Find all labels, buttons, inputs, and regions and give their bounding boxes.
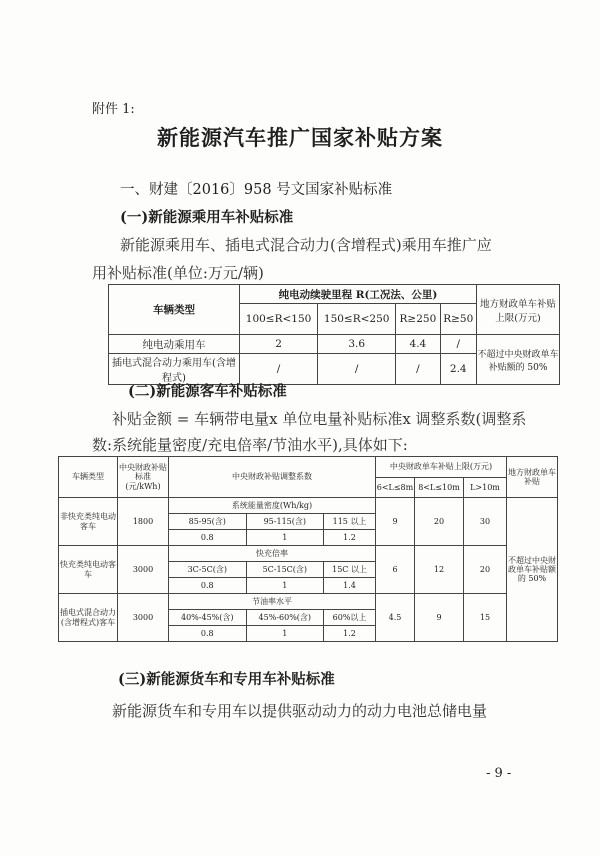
t1-cell: 4.4	[396, 335, 440, 354]
t2-coef: 1	[246, 578, 324, 594]
t2-coef: 1	[246, 530, 324, 546]
subsection3-paragraph-line1: 新能源货车和专用车以提供驱动动力的动力电池总储电量	[112, 702, 488, 720]
t2-cap: 12	[415, 546, 464, 594]
t2-cap-header: 8<L≤10m	[415, 477, 464, 498]
t1-row-label: 纯电动乘用车	[109, 335, 240, 354]
section1-heading: 一、财建〔2016〕958 号文国家补贴标准	[120, 182, 393, 198]
t2-range: 60%以上	[324, 610, 376, 626]
t2-range: 45%-60%(含)	[246, 610, 324, 626]
t1-range-header: R≥50	[440, 304, 476, 335]
t2-vehicle-type: 插电式混合动力(含增程式)客车	[59, 594, 118, 642]
t2-coef-title: 节油率水平	[169, 594, 376, 610]
t2-cap: 20	[415, 498, 464, 546]
t2-range: 115 以上	[324, 514, 376, 530]
t2-vehicle-type: 非快充类纯电动客车	[59, 498, 118, 546]
t2-header-vehicle-type: 车辆类型	[59, 457, 118, 498]
t2-cap-header: L>10m	[464, 477, 507, 498]
t1-range-header: 100≤R<150	[240, 304, 318, 335]
t2-coef: 0.8	[169, 626, 247, 642]
t2-range: 85-95(含)	[169, 514, 247, 530]
t2-standard: 1800	[118, 498, 169, 546]
t1-range-header: 150≤R<250	[318, 304, 396, 335]
t1-cell: /	[396, 354, 440, 385]
t2-coef-title: 系统能量密度(Wh/kg)	[169, 498, 376, 514]
t2-coef: 1.2	[324, 626, 376, 642]
t1-cell: 2	[240, 335, 318, 354]
page-number: - 9 -	[486, 766, 512, 781]
t1-header-vehicle-type: 车辆类型	[109, 285, 240, 335]
subsection2-paragraph-line2: 数:系统能量密度/充电倍率/节油水平),具体如下:	[92, 436, 408, 454]
annex-label: 附件 1:	[92, 102, 135, 117]
t2-standard: 3000	[118, 594, 169, 642]
subsection1-paragraph-line1: 新能源乘用车、插电式混合动力(含增程式)乘用车推广应	[120, 236, 492, 254]
t1-cell: /	[318, 354, 396, 385]
t2-coef: 1	[246, 626, 324, 642]
t2-header-standard: 中央财政补贴标准(元/kWh)	[118, 457, 169, 498]
t2-header-local: 地方财政单车补贴	[507, 457, 558, 498]
subsection1-paragraph-line2: 用补贴标准(单位:万元/辆)	[92, 264, 264, 282]
document-title: 新能源汽车推广国家补贴方案	[157, 125, 443, 150]
t2-coef: 1.2	[324, 530, 376, 546]
passenger-car-subsidy-table	[108, 284, 560, 385]
subsection2-heading: (二)新能源客车补贴标准	[128, 383, 287, 400]
t2-cap: 9	[415, 594, 464, 642]
bus-subsidy-table	[58, 456, 558, 642]
t2-range: 5C-15C(含)	[246, 562, 324, 578]
t1-range-header: R≥250	[396, 304, 440, 335]
t2-coef-title: 快充倍率	[169, 546, 376, 562]
subsection1-heading: (一)新能源乘用车补贴标准	[120, 209, 294, 226]
t2-header-cap: 中央财政单车补贴上限(万元)	[376, 457, 507, 478]
t2-coef: 0.8	[169, 530, 247, 546]
t2-vehicle-type: 快充类纯电动客车	[59, 546, 118, 594]
t2-standard: 3000	[118, 546, 169, 594]
t1-header-range-group: 纯电动续驶里程 R(工况法、公里)	[240, 285, 477, 304]
t2-header-coef: 中央财政补贴调整系数	[169, 457, 376, 498]
t1-cell: 2.4	[440, 354, 476, 385]
subsection2-paragraph-line1: 补贴金额 = 车辆带电量x 单位电量补贴标准x 调整系数(调整系	[112, 410, 527, 428]
t2-cap-header: 6<L≤8m	[376, 477, 415, 498]
t2-range: 95-115(含)	[246, 514, 324, 530]
t2-cap: 6	[376, 546, 415, 594]
t1-header-local: 地方财政单车补贴上限(万元)	[477, 285, 560, 335]
t2-cap: 9	[376, 498, 415, 546]
t1-cell: /	[240, 354, 318, 385]
t1-cell: /	[440, 335, 476, 354]
t2-coef: 0.8	[169, 578, 247, 594]
t2-range: 15C 以上	[324, 562, 376, 578]
subsection3-heading: (三)新能源货车和专用车补贴标准	[118, 671, 335, 688]
t1-local-note: 不超过中央财政单车补贴额的 50%	[477, 335, 560, 385]
t2-range: 40%-45%(含)	[169, 610, 247, 626]
t2-range: 3C-5C(含)	[169, 562, 247, 578]
t2-coef: 1.4	[324, 578, 376, 594]
t1-row-label: 插电式混合动力乘用车(含增程式)	[109, 354, 240, 385]
t2-cap: 20	[464, 546, 507, 594]
t2-local-note: 不超过中央财政单车补贴额的 50%	[507, 498, 558, 642]
t2-cap: 15	[464, 594, 507, 642]
t2-cap: 4.5	[376, 594, 415, 642]
t1-cell: 3.6	[318, 335, 396, 354]
t2-cap: 30	[464, 498, 507, 546]
